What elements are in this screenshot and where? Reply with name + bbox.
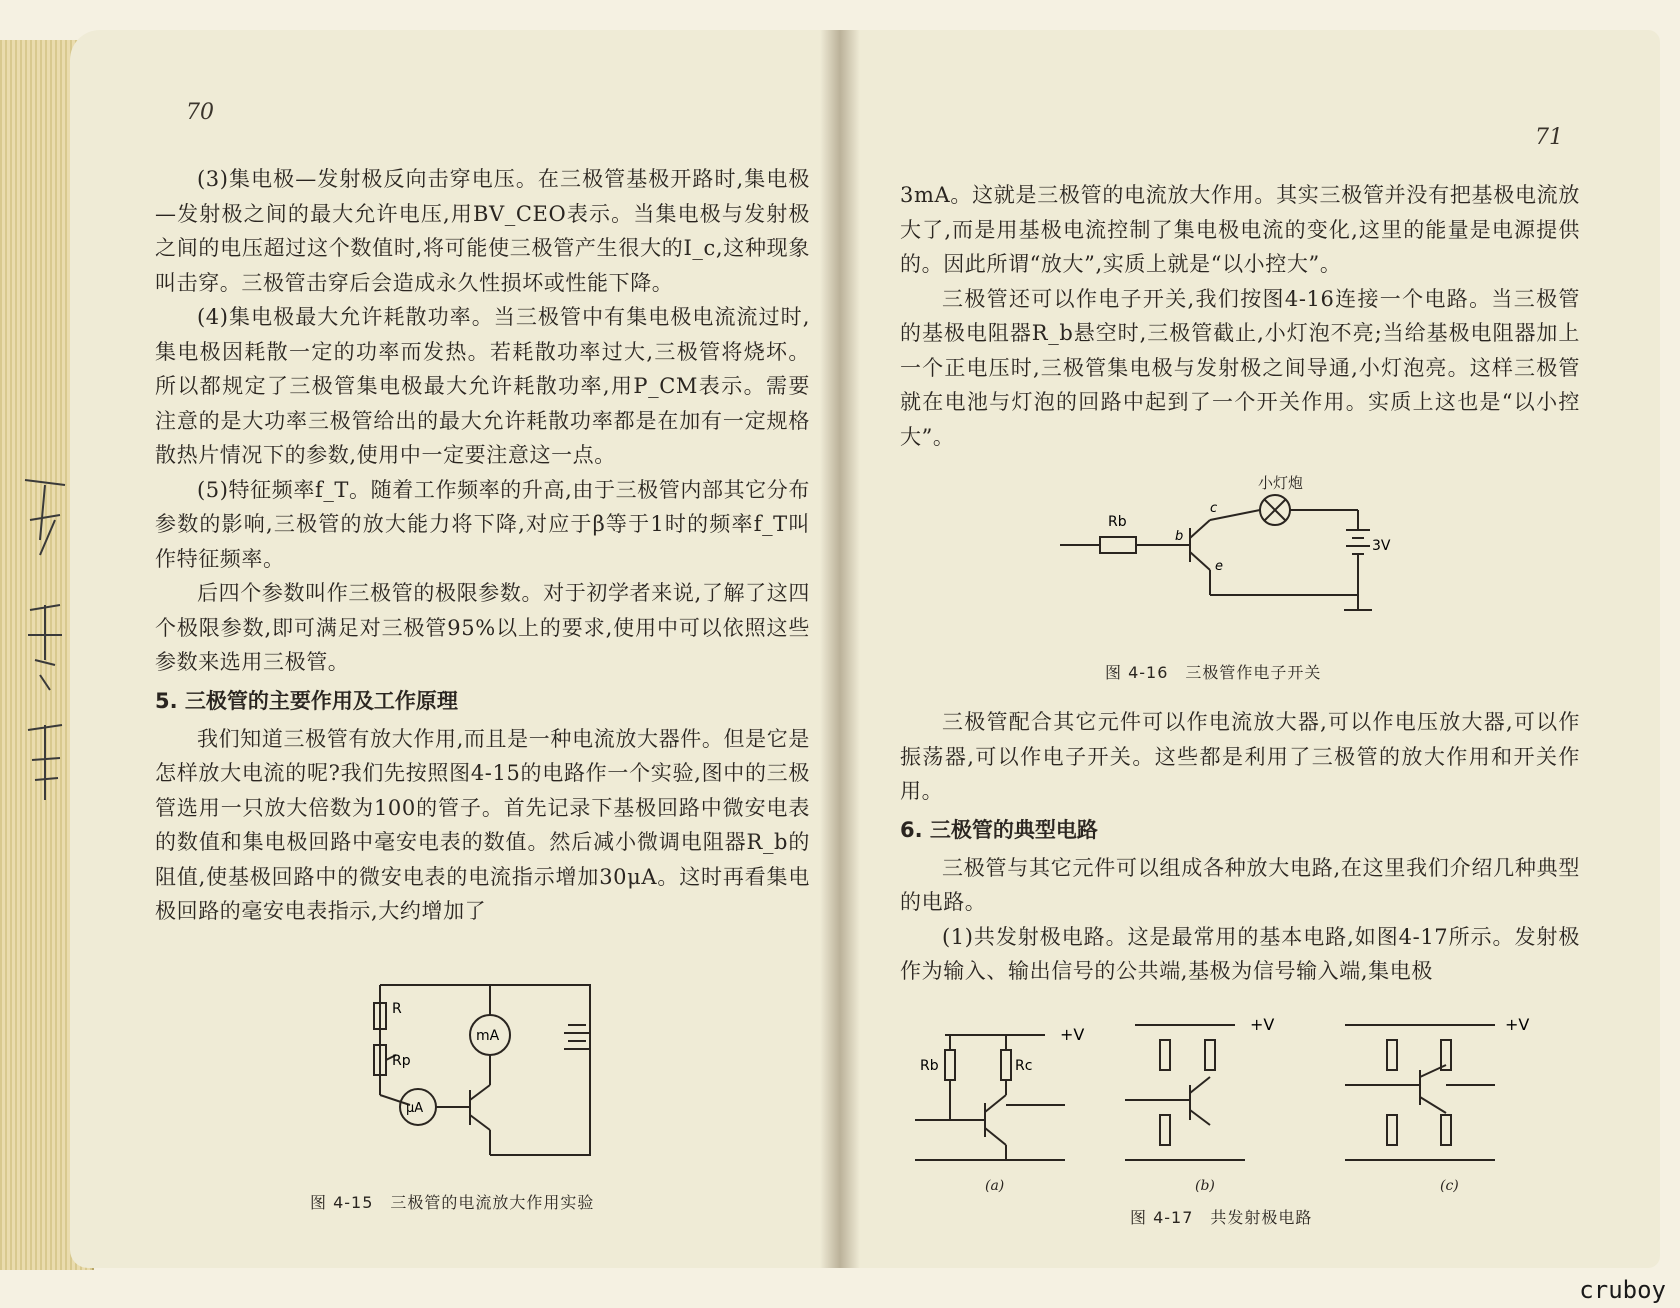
label-vplus-b: +V [1250, 1015, 1275, 1034]
figure-4-17-caption: 图 4-17 共发射极电路 [1130, 1208, 1313, 1227]
label-ua: μA [406, 1101, 424, 1116]
paragraph-applications: 三极管配合其它元件可以作电流放大器,可以作电压放大器,可以作振荡器,可以作电子开关。这些都是利用了三极管的放大作用和开关作用。 [900, 710, 1580, 803]
label-b: b [1175, 529, 1184, 544]
paragraph-breakdown-voltage: (3)集电极—发射极反向击穿电压。在三极管基极开路时,集电极—发射极之间的最大允许电压,用BV_CEO表示。当集电极与发射极之间的电压超过这个数值时,将可能使三极管产生很大的I_c,这种现象叫击穿。三极管击穿后会造成永久性损坏或性能下降。 [155, 167, 810, 295]
book-spine-shadow [820, 30, 860, 1268]
page-number-right: 71 [1535, 125, 1563, 150]
section-heading-5: 5. 三极管的主要作用及工作原理 [155, 688, 458, 713]
label-lamp: 小灯炮 [1258, 474, 1304, 492]
right-page-text-bottom [900, 705, 1580, 989]
paragraph-common-emitter: (1)共发射极电路。这是最常用的基本电路,如图4-17所示。发射极作为输入、输出信号的公共端,基极为信号输入端,集电极 [900, 924, 1580, 983]
watermark: cruboy [1579, 1276, 1666, 1304]
label-rb-fig16: Rb [1108, 514, 1127, 530]
figure-4-16-circuit [1060, 490, 1400, 630]
paragraph-amplification-intro: 我们知道三极管有放大作用,而且是一种电流放大器件。但是它是怎样放大电流的呢?我们先按照图4-15的电路作一个实验,图中的三极管选用一只放大倍数为100的管子。首先记录下基极回路中微安电表的数值和集电极回路中毫安电表的数值。然后减小微调电阻器R_b的阻值,使基极回路中的微安电表的电流指示增加30μA。这时再看集电极回路的毫安电表指示,大约增加了 [155, 726, 810, 923]
figure-4-15-circuit [350, 975, 600, 1175]
paragraph-power-dissipation: (4)集电极最大允许耗散功率。当三极管中有集电极电流流过时,集电极因耗散一定的功率而发热。若耗散功率过大,三极管将烧坏。所以都规定了三极管集电极最大允许耗散功率,用P_CM表示。需要注意的是大功率三极管给出的最大允许耗散功率都是在加有一定规格散热片情况下的参数,使用中一定要注意这一点。 [155, 305, 810, 467]
page-number-left: 70 [186, 100, 214, 125]
label-3v: 3V [1372, 538, 1391, 554]
section-heading-6: 6. 三极管的典型电路 [900, 817, 1098, 842]
label-vplus-c: +V [1505, 1015, 1530, 1034]
figure-4-15-caption: 图 4-15 三极管的电流放大作用实验 [310, 1193, 595, 1212]
left-page-text [155, 162, 810, 929]
label-c: c [1210, 501, 1218, 516]
paragraph-electronic-switch: 三极管还可以作电子开关,我们按图4-16连接一个电路。当三极管的基极电阻器R_b悬空时,三极管截止,小灯泡不亮;当给基极电阻器加上一个正电压时,三极管集电极与发射极之间导通,小灯泡亮。这样三极管就在电池与灯泡的回路中起到了一个开关作用。实质上这也是“以小控大”。 [900, 286, 1580, 449]
label-rb-fig17: Rb [920, 1058, 939, 1074]
label-rp: Rp [392, 1053, 411, 1069]
paragraph-typical-circuits: 三极管与其它元件可以组成各种放大电路,在这里我们介绍几种典型的电路。 [900, 855, 1580, 914]
handwritten-margin-note [10, 460, 80, 820]
label-rc-fig17: Rc [1015, 1058, 1033, 1074]
subfigure-label-b: (b) [1195, 1178, 1215, 1194]
label-ma: mA [476, 1028, 500, 1044]
paragraph-limit-parameters: 后四个参数叫作三极管的极限参数。对于初学者来说,了解了这四个极限参数,即可满足对三极管95%以上的要求,使用中可以依照这些参数来选用三极管。 [155, 581, 810, 674]
subfigure-label-c: (c) [1440, 1178, 1459, 1194]
label-e: e [1215, 559, 1223, 574]
paragraph-current-amplification: 3mA。这就是三极管的电流放大作用。其实三极管并没有把基极电流放大了,而是用基极电流控制了集电极电流的变化,这里的能量是电源提供的。因此所谓“放大”,实质上就是“以小控大”。 [900, 183, 1580, 276]
subfigure-label-a: (a) [985, 1178, 1005, 1194]
figure-4-16-caption: 图 4-16 三极管作电子开关 [1105, 663, 1322, 682]
paragraph-characteristic-frequency: (5)特征频率f_T。随着工作频率的升高,由于三极管内部其它分布参数的影响,三极管的放大能力将下降,对应于β等于1时的频率f_T叫作特征频率。 [155, 477, 810, 571]
right-page-text-top [900, 178, 1580, 454]
label-vplus-a: +V [1060, 1025, 1085, 1044]
figure-4-17-circuits [895, 1005, 1555, 1180]
label-r: R [392, 1001, 402, 1017]
